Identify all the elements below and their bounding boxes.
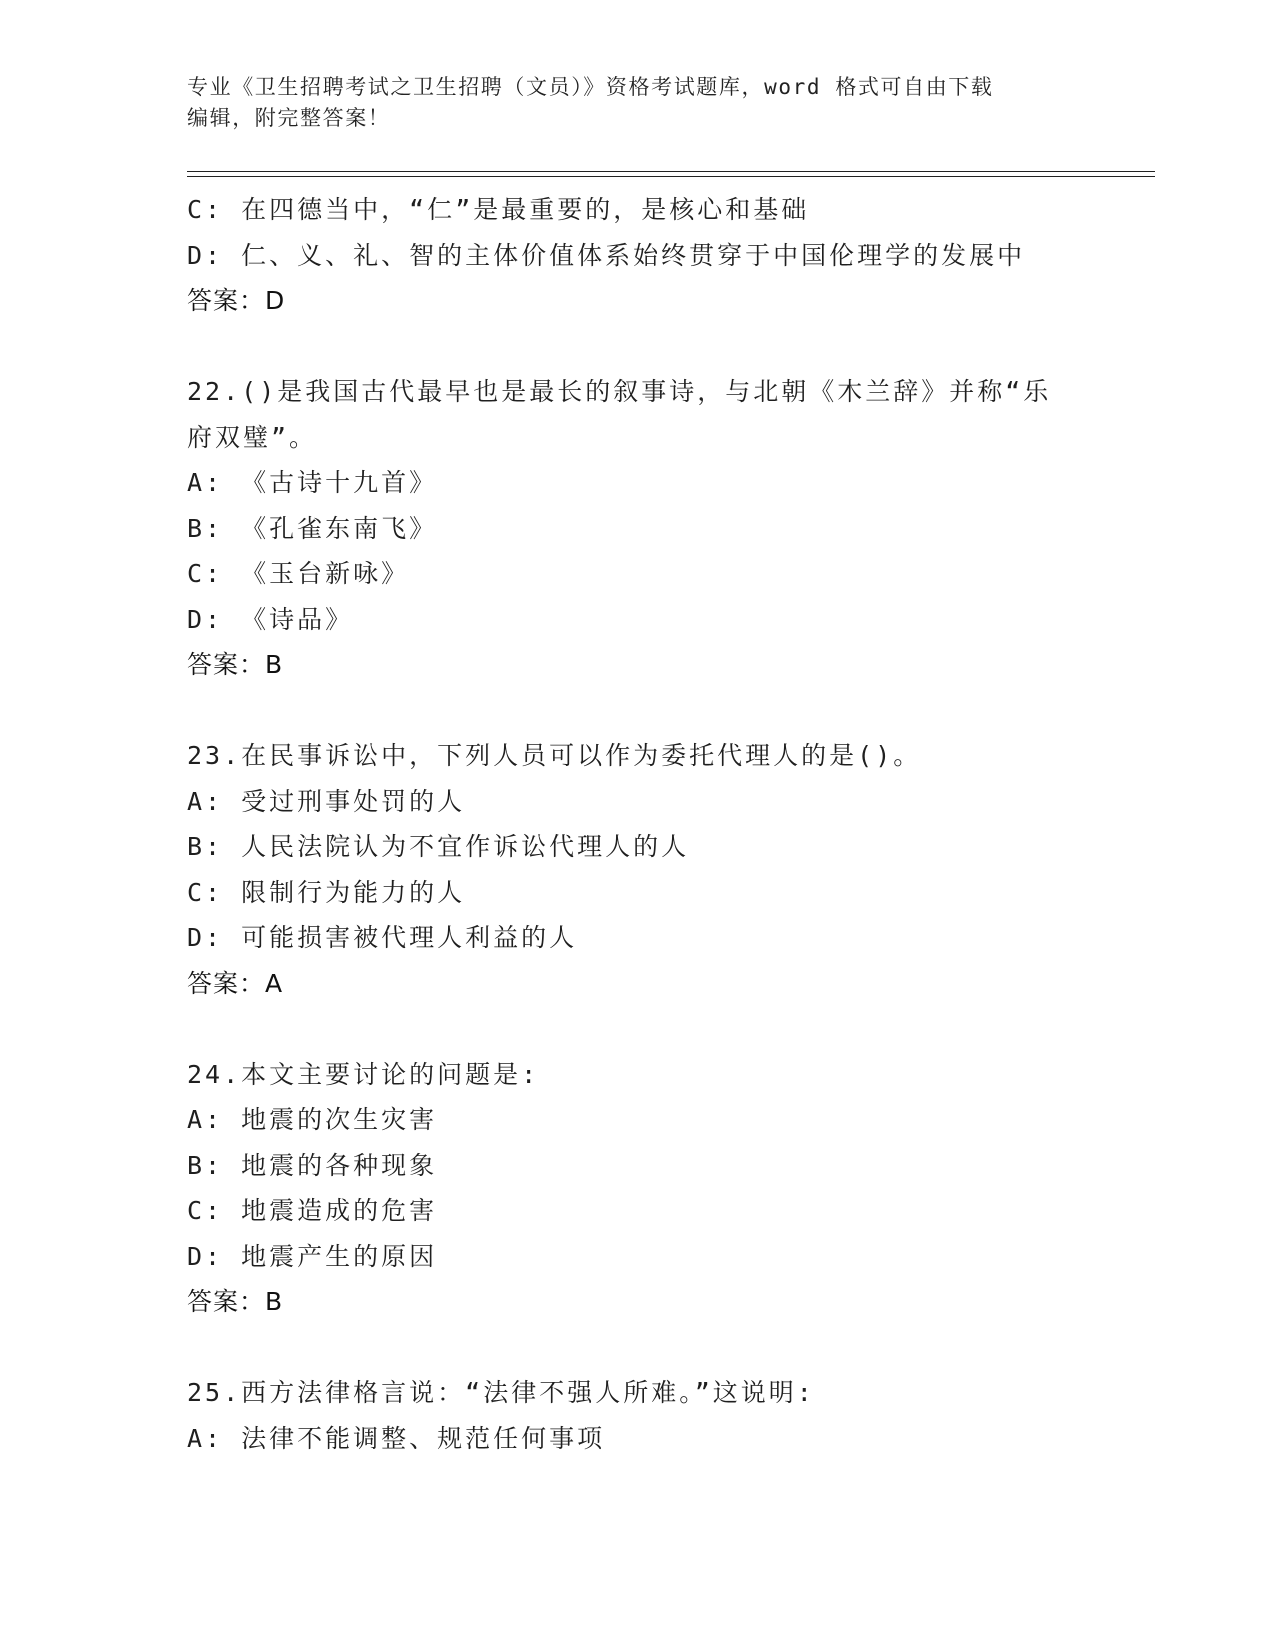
answer-label: 答案：A <box>187 968 284 998</box>
spacer <box>187 1325 1087 1371</box>
spacer <box>187 1006 1087 1052</box>
option-b: B: 人民法院认为不宜作诉讼代理人的人 <box>187 832 690 861</box>
option-a: A: 受过刑事处罚的人 <box>187 786 466 816</box>
option-a: A: 法律不能调整、规范任何事项 <box>187 1423 606 1453</box>
answer-label: 答案：B <box>187 650 284 679</box>
option-a: A: 《古诗十九首》 <box>187 468 438 497</box>
option-c: C: 《玉台新咏》 <box>187 559 410 588</box>
option-d: D: 可能损害被代理人利益的人 <box>187 923 578 952</box>
question-stem-continued: 府双璧”。 <box>187 422 318 452</box>
question-stem: 24.本文主要讨论的问题是: <box>187 1059 540 1089</box>
question-stem: 22.()是我国古代最早也是最长的叙事诗，与北朝《木兰辞》并称“乐 <box>187 377 1052 406</box>
document-header <box>187 72 1067 134</box>
question-list <box>187 187 1087 1461</box>
option-b: B: 《孔雀东南飞》 <box>187 513 438 543</box>
question-block-24 <box>187 1052 1087 1325</box>
question-stem: 23.在民事诉讼中，下列人员可以作为委托代理人的是()。 <box>187 741 922 770</box>
answer-label: 答案：D <box>187 286 286 315</box>
spacer <box>187 324 1087 370</box>
header-rule-top <box>187 171 1155 172</box>
question-stem: 25.西方法律格言说：“法律不强人所难。”这说明: <box>187 1378 815 1407</box>
header-rule-bottom <box>187 176 1155 177</box>
option-c: C: 限制行为能力的人 <box>187 877 466 907</box>
option-d: D: 仁、义、礼、智的主体价值体系始终贯穿于中国伦理学的发展中 <box>187 240 1026 270</box>
option-a: A: 地震的次生灾害 <box>187 1105 438 1134</box>
question-block-22 <box>187 369 1087 688</box>
question-block-21 <box>187 187 1087 324</box>
option-d: D: 《诗品》 <box>187 604 354 634</box>
question-block-25 <box>187 1370 1087 1461</box>
header-line-1: 专业《卫生招聘考试之卫生招聘（文员）》资格考试题库，word 格式可自由下载 <box>187 75 994 99</box>
question-block-23 <box>187 733 1087 1006</box>
spacer <box>187 688 1087 734</box>
option-c: C: 在四德当中，“仁”是最重要的，是核心和基础 <box>187 195 810 224</box>
option-c: C: 地震造成的危害 <box>187 1196 438 1225</box>
option-d: D: 地震产生的原因 <box>187 1241 438 1271</box>
answer-label: 答案：B <box>187 1287 284 1316</box>
header-line-2: 编辑，附完整答案！ <box>187 106 391 130</box>
option-b: B: 地震的各种现象 <box>187 1150 438 1180</box>
